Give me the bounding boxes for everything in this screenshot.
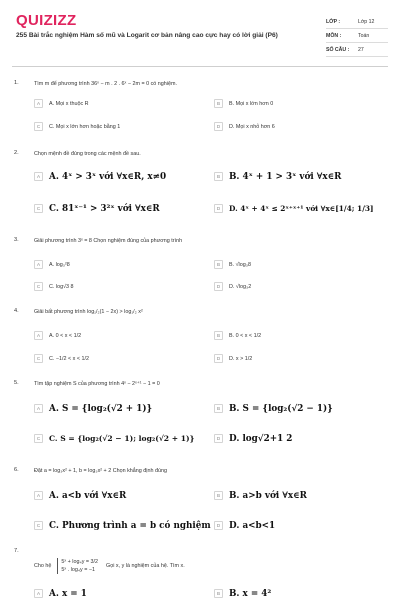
option-text: D. 4ˣ + 4ˣ ≤ 2ˣ⁺ˣ⁺¹ với ∀x∈[1/4; 1/3] [229,204,374,213]
option-c[interactable] [34,120,120,133]
option-d[interactable] [214,519,275,532]
option-letter-box: D [214,434,223,443]
option-letter-box: C [34,354,43,363]
option-letter-box: A [34,99,43,108]
header-divider [12,66,388,67]
option-text: B. a>b với ∀x∈R [229,490,307,501]
option-letter-box: D [214,282,223,291]
option-letter-box: C [34,122,43,131]
option-text: C. 81ˣ⁻¹ > 3²ˣ với ∀x∈R [49,203,160,214]
option-d[interactable] [214,202,374,215]
option-a[interactable] [34,170,166,183]
meta-label: LỚP : [326,18,341,25]
option-b[interactable] [214,258,251,271]
option-a[interactable] [34,402,152,415]
meta-value: Lớp 12 [358,18,375,25]
question-number: 7. [14,548,19,554]
option-letter-box: A [34,260,43,269]
option-text: A. Mọi x thuộc R [49,100,89,107]
option-d[interactable] [214,280,251,293]
document-title: 255 Bài trắc nghiệm Hàm số mũ và Logarit cơ bản nâng cao cực hay có lời giải (P6) [16,32,278,39]
option-letter-box: A [34,491,43,500]
question-text: Giải phương trình 3ˣ = 8 Chọn nghiệm đúng của phương trình [34,238,183,244]
option-text: D. Mọi x nhỏ hơn 6 [229,123,275,130]
option-d[interactable] [214,120,275,133]
meta-table [326,15,388,57]
option-a[interactable] [34,258,70,271]
option-letter-box: A [34,172,43,181]
option-text: C. Mọi x lớn hơn hoặc bằng 1 [49,123,121,130]
question-text: Tìm m để phương trình 36ˣ − m . 2 . 6ˣ − 2m = 0 có nghiệm. [34,81,177,87]
option-letter-box: B [214,260,223,269]
option-text: A. S = {log₂(√2 + 1)} [49,403,153,414]
option-text: B. 4ˣ + 1 > 3ˣ với ∀x∈R [229,171,342,182]
option-letter-box: B [214,331,223,340]
option-text: B. S = {log₂(√2 − 1)} [229,403,333,414]
option-text: D. √log₃2 [229,283,252,290]
option-text: C. −1/2 < x < 1/2 [49,355,90,362]
option-d[interactable] [214,432,292,445]
option-text: A. log₃²8 [49,261,70,268]
option-text: C. Phương trình a = b có nghiệm [49,520,211,531]
meta-value: Toán [358,32,370,39]
option-letter-box: A [34,589,43,598]
option-text: A. 0 < x < 1/2 [49,332,82,339]
option-text: A. a<b với ∀x∈R [49,490,127,501]
option-text: B. x = 4² [229,588,272,599]
option-letter-box: C [34,434,43,443]
meta-label: MÔN : [326,32,342,39]
option-b[interactable] [214,587,271,600]
system-prefix: Cho hệ [34,563,52,569]
quizizz-logo [16,12,76,29]
question-number: 5. [14,380,19,386]
question-text: Chọn mệnh đề đúng trong các mệnh đề sau. [34,151,141,157]
option-letter-box: D [214,204,223,213]
meta-value: 27 [358,46,364,53]
option-d[interactable] [214,352,252,365]
option-text: B. Mọi x lớn hơn 0 [229,100,274,107]
option-letter-box: A [34,331,43,340]
option-b[interactable] [214,489,307,502]
equation-line: 5ˣ . log₄y = −1 [61,567,96,573]
meta-row-class [326,15,388,29]
question-number: 6. [14,467,19,473]
question-text: Tìm tập nghiệm S của phương trình 4ˣ − 2ˣ⁺¹ − 1 = 0 [34,381,160,387]
option-text: B. √log₃8 [229,261,251,268]
option-c[interactable] [34,202,160,215]
option-letter-box: B [214,172,223,181]
option-b[interactable] [214,329,261,342]
meta-row-subject [326,29,388,43]
question-text [34,558,185,574]
option-b[interactable] [214,170,341,183]
meta-label: SỐ CÂU : [326,46,350,53]
option-a[interactable] [34,329,81,342]
option-letter-box: B [214,404,223,413]
option-text: A. 4ˣ > 3ˣ với ∀x∈R, x≠0 [49,171,167,182]
option-letter-box: B [214,589,223,598]
option-letter-box: B [214,99,223,108]
option-letter-box: A [34,404,43,413]
option-c[interactable] [34,519,211,532]
question-text: Đặt a = log₃x² + 1, b = log₃x² + 2 Chọn khẳng định đúng [34,468,167,474]
option-text: A. x = 1 [49,588,87,599]
option-a[interactable] [34,97,89,110]
option-letter-box: C [34,521,43,530]
system-suffix: Gọi x, y là nghiệm của hệ. Tìm x. [106,563,185,569]
option-text: B. 0 < x < 1/2 [229,332,262,339]
equation-system [57,558,98,574]
logo-text: UIZIZZ [27,12,77,29]
option-letter-box: C [34,282,43,291]
option-text: D. x > 1/2 [229,355,253,362]
meta-row-count [326,43,388,57]
option-letter-box: B [214,491,223,500]
option-a[interactable] [34,489,126,502]
question-number: 4. [14,308,19,314]
question-number: 2. [14,150,19,156]
question-text: Giải bất phương trình log₁/₂(1 − 2x) > log₁/₂ x² [34,309,143,315]
option-text: C. log√3 8 [49,283,74,290]
logo-letter: Q [16,12,28,29]
option-text: D. a<b<1 [229,520,276,531]
option-text: D. log√2+1 2 [229,433,293,444]
option-letter-box: D [214,521,223,530]
question-number: 3. [14,237,19,243]
option-a[interactable] [34,587,87,600]
option-c[interactable] [34,352,89,365]
option-letter-box: D [214,122,223,131]
option-letter-box: D [214,354,223,363]
question-number: 1. [14,80,19,86]
option-b[interactable] [214,402,333,415]
option-c[interactable] [34,432,195,445]
option-c[interactable] [34,280,74,293]
page-header [0,0,400,62]
option-b[interactable] [214,97,273,110]
option-letter-box: C [34,204,43,213]
equation-line: 5ˣ + log₄y = 3/2 [61,559,99,565]
option-text: C. S = {log₂(√2 − 1); log₂(√2 + 1)} [49,434,195,443]
